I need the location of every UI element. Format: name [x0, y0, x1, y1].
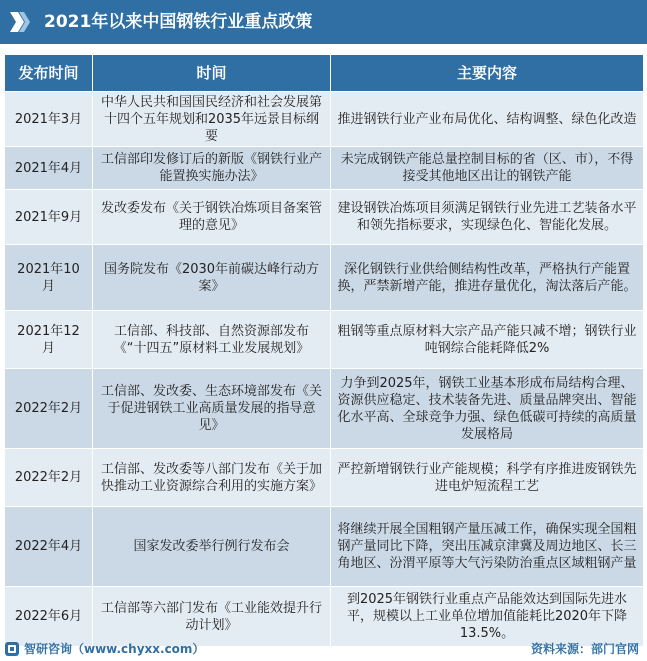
- table-row: [5, 449, 644, 507]
- cell-document: 工信部等六部门发布《工业能效提升行动计划》: [93, 587, 331, 647]
- table-header-row: [5, 55, 644, 92]
- header-document: 时间: [93, 55, 331, 92]
- title-bar: [0, 0, 647, 44]
- cell-content: 力争到2025年，钢铁工业基本形成布局结构合理、资源供应稳定、技术装备先进、质量品牌突出、智能化水平高、全球竞争力强、绿色低碳可持续的高质量发展格局: [331, 369, 644, 449]
- cell-date: 2021年10月: [5, 245, 93, 311]
- footer-brand-link[interactable]: 智研咨询（www.chyxx.com）: [24, 642, 205, 656]
- cell-document: 国家发改委举行例行发布会: [93, 507, 331, 587]
- title-chevron-icon: [10, 12, 32, 32]
- cell-document: 中华人民共和国国民经济和社会发展第十四个五年规划和2035年远景目标纲要: [93, 92, 331, 147]
- table-row: [5, 311, 644, 369]
- cell-content: 严控新增钢铁行业产能规模；科学有序推进废钢铁先进电炉短流程工艺: [331, 449, 644, 507]
- header-release-date: 发布时间: [5, 55, 93, 92]
- cell-document: 工信部、发改委、生态环境部发布《关于促进钢铁工业高质量发展的指导意见》: [93, 369, 331, 449]
- cell-date: 2022年6月: [5, 587, 93, 647]
- cell-date: 2022年4月: [5, 507, 93, 587]
- cell-content: 未完成钢铁产能总量控制目标的省（区、市），不得接受其他地区出让的钢铁产能: [331, 147, 644, 190]
- cell-content: 到2025年钢铁行业重点产品能效达到国际先进水平，规模以上工业单位增加值能耗比2020年下降13.5%。: [331, 587, 644, 647]
- footer-data-source: 资料来源：部门官网: [530, 642, 639, 656]
- cell-document: 工信部印发修订后的新版《钢铁行业产能置换实施办法》: [93, 147, 331, 190]
- cell-content: 推进钢铁行业产业布局优化、结构调整、绿色化改造: [331, 92, 644, 147]
- table-row: [5, 507, 644, 587]
- footer: [0, 637, 647, 661]
- table-row: [5, 92, 644, 147]
- cell-date: 2021年3月: [5, 92, 93, 147]
- cell-date: 2022年2月: [5, 449, 93, 507]
- policy-table: [4, 54, 644, 647]
- table-row: [5, 147, 644, 190]
- table-row: [5, 369, 644, 449]
- chyxx-logo-icon: [4, 641, 20, 657]
- cell-content: 建设钢铁冶炼项目须满足钢铁行业先进工艺装备水平和领先指标要求，实现绿色化、智能化发展。: [331, 190, 644, 245]
- cell-date: 2021年12月: [5, 311, 93, 369]
- header-main-content: 主要内容: [331, 55, 644, 92]
- cell-content: 粗钢等重点原材料大宗产品产能只减不增；钢铁行业吨钢综合能耗降低2%: [331, 311, 644, 369]
- cell-document: 发改委发布《关于钢铁冶炼项目备案管理的意见》: [93, 190, 331, 245]
- cell-date: 2022年2月: [5, 369, 93, 449]
- page-title: 2021年以来中国钢铁行业重点政策: [44, 12, 313, 32]
- cell-date: 2021年9月: [5, 190, 93, 245]
- cell-date: 2021年4月: [5, 147, 93, 190]
- table-row: [5, 190, 644, 245]
- cell-document: 工信部、发改委等八部门发布《关于加快推动工业资源综合利用的实施方案》: [93, 449, 331, 507]
- cell-content: 深化钢铁行业供给侧结构性改革，严格执行产能置换，严禁新增产能，推进存量优化，淘汰落后产能。: [331, 245, 644, 311]
- cell-document: 工信部、科技部、自然资源部发布《“十四五”原材料工业发展规划》: [93, 311, 331, 369]
- cell-document: 国务院发布《2030年前碳达峰行动方案》: [93, 245, 331, 311]
- cell-content: 将继续开展全国粗钢产量压减工作，确保实现全国粗钢产量同比下降，突出压减京津冀及周边地区、长三角地区、汾渭平原等大气污染防治重点区域粗钢产量: [331, 507, 644, 587]
- table-row: [5, 245, 644, 311]
